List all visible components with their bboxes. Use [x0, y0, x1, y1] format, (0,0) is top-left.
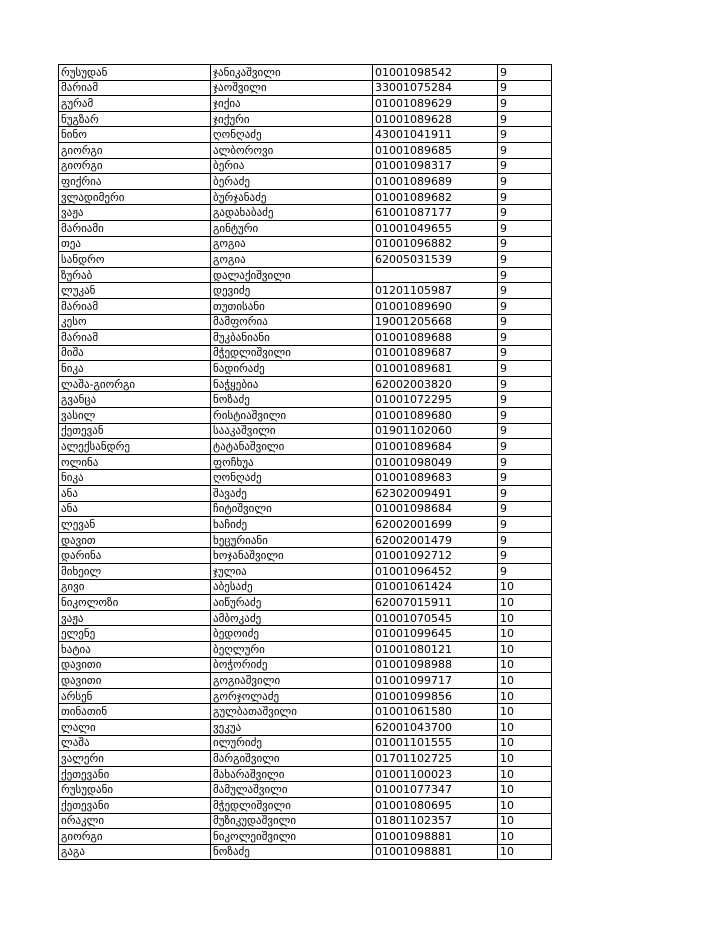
last-name-cell: ხეცურიანი [211, 532, 373, 548]
first-name-cell: ლევან [59, 517, 211, 533]
grade-cell: 9 [498, 142, 552, 158]
table-row [59, 704, 552, 720]
grade-cell: 10 [498, 782, 552, 798]
id-number-cell: 01001098542 [373, 65, 498, 81]
id-number-cell: 62007015911 [373, 595, 498, 611]
table-row [59, 579, 552, 595]
first-name-cell: ვლადიმერი [59, 189, 211, 205]
id-number-cell: 62002003820 [373, 376, 498, 392]
student-table [58, 64, 552, 860]
table-row [59, 80, 552, 96]
last-name-cell: ღონღაძე [211, 127, 373, 143]
last-name-cell: მჭედლიშვილი [211, 345, 373, 361]
last-name-cell: ნოზაძე [211, 844, 373, 860]
first-name-cell: ქეთევანი [59, 766, 211, 782]
last-name-cell: ამბოკაძე [211, 610, 373, 626]
id-number-cell: 01001080121 [373, 641, 498, 657]
id-number-cell: 01001098049 [373, 454, 498, 470]
grade-cell: 10 [498, 829, 552, 845]
id-number-cell: 01001089681 [373, 361, 498, 377]
first-name-cell: ვაჟა [59, 205, 211, 221]
table-row [59, 361, 552, 377]
first-name-cell: ალექსანდრე [59, 439, 211, 455]
last-name-cell: ღონღაძე [211, 470, 373, 486]
id-number-cell: 01001099645 [373, 626, 498, 642]
last-name-cell: ნიკოლეიშვილი [211, 829, 373, 845]
last-name-cell: აბესაძე [211, 579, 373, 595]
table-row [59, 454, 552, 470]
first-name-cell: გურამ [59, 96, 211, 112]
last-name-cell: ნადირაძე [211, 361, 373, 377]
table-row [59, 236, 552, 252]
grade-cell: 9 [498, 470, 552, 486]
grade-cell: 10 [498, 751, 552, 767]
student-table-body [59, 65, 552, 860]
first-name-cell: ანა [59, 486, 211, 502]
last-name-cell: მჭედლიშვილი [211, 797, 373, 813]
grade-cell: 10 [498, 626, 552, 642]
grade-cell: 10 [498, 688, 552, 704]
table-row [59, 283, 552, 299]
last-name-cell: ხაჩიძე [211, 517, 373, 533]
grade-cell: 9 [498, 330, 552, 346]
last-name-cell: ტატანაშვილი [211, 439, 373, 455]
table-row [59, 735, 552, 751]
id-number-cell: 01001089685 [373, 142, 498, 158]
first-name-cell: ანა [59, 501, 211, 517]
id-number-cell: 62002001699 [373, 517, 498, 533]
first-name-cell: მიხეილ [59, 564, 211, 580]
table-row [59, 548, 552, 564]
last-name-cell: ალბოროვი [211, 142, 373, 158]
id-number-cell: 01001101555 [373, 735, 498, 751]
id-number-cell: 01001089687 [373, 345, 498, 361]
table-row [59, 65, 552, 81]
table-row [59, 813, 552, 829]
grade-cell: 9 [498, 220, 552, 236]
grade-cell: 9 [498, 236, 552, 252]
first-name-cell: ნიკოლოზი [59, 595, 211, 611]
last-name-cell: ნაჭყებია [211, 376, 373, 392]
table-row [59, 517, 552, 533]
table-row [59, 532, 552, 548]
id-number-cell: 01001089682 [373, 189, 498, 205]
grade-cell: 9 [498, 532, 552, 548]
table-row [59, 127, 552, 143]
table-row [59, 564, 552, 580]
table-row [59, 408, 552, 424]
grade-cell: 9 [498, 65, 552, 81]
last-name-cell: გორჯოლაძე [211, 688, 373, 704]
id-number-cell: 01701102725 [373, 751, 498, 767]
table-row [59, 766, 552, 782]
id-number-cell: 01001100023 [373, 766, 498, 782]
grade-cell: 10 [498, 657, 552, 673]
first-name-cell: ნუგზარ [59, 111, 211, 127]
first-name-cell: დავითი [59, 657, 211, 673]
table-row [59, 142, 552, 158]
first-name-cell: გიორგი [59, 142, 211, 158]
table-row [59, 688, 552, 704]
last-name-cell: აიწურაძე [211, 595, 373, 611]
id-number-cell: 01001089628 [373, 111, 498, 127]
id-number-cell: 19001205668 [373, 314, 498, 330]
first-name-cell: რუსუდანი [59, 782, 211, 798]
table-row [59, 314, 552, 330]
first-name-cell: გვანცა [59, 392, 211, 408]
last-name-cell: მუზიკუდაშვილი [211, 813, 373, 829]
id-number-cell: 01001089689 [373, 174, 498, 190]
last-name-cell: ჯაოშვილი [211, 80, 373, 96]
first-name-cell: ნიკა [59, 470, 211, 486]
last-name-cell: ჩიტიშვილი [211, 501, 373, 517]
first-name-cell: ნინო [59, 127, 211, 143]
last-name-cell: გინტური [211, 220, 373, 236]
first-name-cell: დავითი [59, 673, 211, 689]
grade-cell: 10 [498, 579, 552, 595]
first-name-cell: ზურაბ [59, 267, 211, 283]
first-name-cell: ფიქრია [59, 174, 211, 190]
last-name-cell: დალაქიშვილი [211, 267, 373, 283]
id-number-cell: 01001092712 [373, 548, 498, 564]
id-number-cell: 01001098881 [373, 829, 498, 845]
id-number-cell: 01001098684 [373, 501, 498, 517]
grade-cell: 9 [498, 127, 552, 143]
id-number-cell: 01001098988 [373, 657, 498, 673]
id-number-cell: 01001049655 [373, 220, 498, 236]
id-number-cell: 01001089680 [373, 408, 498, 424]
table-row [59, 392, 552, 408]
table-row [59, 189, 552, 205]
id-number-cell: 01801102357 [373, 813, 498, 829]
grade-cell: 10 [498, 766, 552, 782]
table-row [59, 501, 552, 517]
last-name-cell: მახარაშვილი [211, 766, 373, 782]
last-name-cell: რისტიაშვილი [211, 408, 373, 424]
id-number-cell: 01001096882 [373, 236, 498, 252]
id-number-cell: 01001089629 [373, 96, 498, 112]
last-name-cell: ბერია [211, 158, 373, 174]
grade-cell: 9 [498, 298, 552, 314]
id-number-cell: 62005031539 [373, 252, 498, 268]
first-name-cell: ვალერი [59, 751, 211, 767]
grade-cell: 10 [498, 595, 552, 611]
first-name-cell: მიშა [59, 345, 211, 361]
grade-cell: 10 [498, 797, 552, 813]
table-row [59, 470, 552, 486]
grade-cell: 9 [498, 283, 552, 299]
grade-cell: 10 [498, 735, 552, 751]
id-number-cell: 01201105987 [373, 283, 498, 299]
table-row [59, 844, 552, 860]
first-name-cell: მარიამი [59, 220, 211, 236]
first-name-cell: თინათინ [59, 704, 211, 720]
first-name-cell: ქეთევანი [59, 797, 211, 813]
table-row [59, 782, 552, 798]
first-name-cell: ლუკან [59, 283, 211, 299]
grade-cell: 9 [498, 548, 552, 564]
grade-cell: 10 [498, 641, 552, 657]
last-name-cell: ფოჩხუა [211, 454, 373, 470]
table-row [59, 345, 552, 361]
table-row [59, 174, 552, 190]
grade-cell: 9 [498, 205, 552, 221]
id-number-cell: 62302009491 [373, 486, 498, 502]
table-row [59, 657, 552, 673]
id-number-cell: 43001041911 [373, 127, 498, 143]
last-name-cell: სააკაშვილი [211, 423, 373, 439]
table-row [59, 626, 552, 642]
table-row [59, 96, 552, 112]
id-number-cell: 01001099856 [373, 688, 498, 704]
grade-cell: 10 [498, 813, 552, 829]
grade-cell: 9 [498, 501, 552, 517]
first-name-cell: ხატია [59, 641, 211, 657]
last-name-cell: გულბათაშვილი [211, 704, 373, 720]
last-name-cell: ბეღლური [211, 641, 373, 657]
table-row [59, 220, 552, 236]
last-name-cell: გოგიაშვილი [211, 673, 373, 689]
last-name-cell: ბოჭორიძე [211, 657, 373, 673]
table-row [59, 719, 552, 735]
grade-cell: 9 [498, 376, 552, 392]
grade-cell: 9 [498, 314, 552, 330]
id-number-cell: 01001061580 [373, 704, 498, 720]
id-number-cell: 01001089688 [373, 330, 498, 346]
first-name-cell: გივი [59, 579, 211, 595]
id-number-cell: 01001072295 [373, 392, 498, 408]
last-name-cell: ვეკუა [211, 719, 373, 735]
last-name-cell: ბედოიძე [211, 626, 373, 642]
grade-cell: 9 [498, 454, 552, 470]
grade-cell: 10 [498, 704, 552, 720]
last-name-cell: დევიძე [211, 283, 373, 299]
first-name-cell: გაგა [59, 844, 211, 860]
first-name-cell: თეა [59, 236, 211, 252]
first-name-cell: ელენე [59, 626, 211, 642]
first-name-cell: არსენ [59, 688, 211, 704]
last-name-cell: თუთისანი [211, 298, 373, 314]
table-row [59, 111, 552, 127]
last-name-cell: გოგია [211, 236, 373, 252]
first-name-cell: სანდრო [59, 252, 211, 268]
grade-cell: 9 [498, 486, 552, 502]
last-name-cell: ბურჯანაძე [211, 189, 373, 205]
grade-cell: 9 [498, 439, 552, 455]
id-number-cell [373, 267, 498, 283]
last-name-cell: ილურიძე [211, 735, 373, 751]
first-name-cell: კესო [59, 314, 211, 330]
table-row [59, 423, 552, 439]
id-number-cell: 01001098317 [373, 158, 498, 174]
grade-cell: 9 [498, 267, 552, 283]
first-name-cell: ნიკა [59, 361, 211, 377]
id-number-cell: 01001099717 [373, 673, 498, 689]
first-name-cell: ოლინა [59, 454, 211, 470]
id-number-cell: 62001043700 [373, 719, 498, 735]
grade-cell: 9 [498, 174, 552, 190]
last-name-cell: მუკბანიანი [211, 330, 373, 346]
first-name-cell: გიორგი [59, 158, 211, 174]
id-number-cell: 01001070545 [373, 610, 498, 626]
id-number-cell: 01001098881 [373, 844, 498, 860]
grade-cell: 9 [498, 392, 552, 408]
last-name-cell: ჯიქია [211, 96, 373, 112]
first-name-cell: ლაშა [59, 735, 211, 751]
grade-cell: 9 [498, 408, 552, 424]
table-row [59, 267, 552, 283]
grade-cell: 9 [498, 80, 552, 96]
grade-cell: 9 [498, 252, 552, 268]
first-name-cell: ირაკლი [59, 813, 211, 829]
grade-cell: 10 [498, 844, 552, 860]
first-name-cell: დავით [59, 532, 211, 548]
table-row [59, 610, 552, 626]
table-row [59, 330, 552, 346]
id-number-cell: 01001061424 [373, 579, 498, 595]
id-number-cell: 01001089683 [373, 470, 498, 486]
grade-cell: 9 [498, 564, 552, 580]
first-name-cell: გიორგი [59, 829, 211, 845]
grade-cell: 9 [498, 111, 552, 127]
grade-cell: 9 [498, 158, 552, 174]
last-name-cell: ბერაძე [211, 174, 373, 190]
last-name-cell: მამფორია [211, 314, 373, 330]
grade-cell: 9 [498, 189, 552, 205]
first-name-cell: დარინა [59, 548, 211, 564]
last-name-cell: მამულაშვილი [211, 782, 373, 798]
first-name-cell: მარიამ [59, 298, 211, 314]
last-name-cell: მარგიშვილი [211, 751, 373, 767]
grade-cell: 9 [498, 345, 552, 361]
table-row [59, 486, 552, 502]
table-row [59, 252, 552, 268]
last-name-cell: შავაძე [211, 486, 373, 502]
table-row [59, 158, 552, 174]
id-number-cell: 01001096452 [373, 564, 498, 580]
last-name-cell: გოგია [211, 252, 373, 268]
first-name-cell: მარიამ [59, 330, 211, 346]
table-row [59, 376, 552, 392]
grade-cell: 9 [498, 361, 552, 377]
first-name-cell: ლალი [59, 719, 211, 735]
first-name-cell: ლაშა-გიორგი [59, 376, 211, 392]
first-name-cell: მარიამ [59, 80, 211, 96]
last-name-cell: ჯანიკაშვილი [211, 65, 373, 81]
table-row [59, 641, 552, 657]
table-row [59, 751, 552, 767]
id-number-cell: 33001075284 [373, 80, 498, 96]
table-row [59, 595, 552, 611]
id-number-cell: 62002001479 [373, 532, 498, 548]
grade-cell: 10 [498, 610, 552, 626]
grade-cell: 10 [498, 673, 552, 689]
table-row [59, 298, 552, 314]
table-row [59, 205, 552, 221]
last-name-cell: ჯიქური [211, 111, 373, 127]
id-number-cell: 01001077347 [373, 782, 498, 798]
id-number-cell: 01001089684 [373, 439, 498, 455]
grade-cell: 10 [498, 719, 552, 735]
last-name-cell: ხოჯანაშვილი [211, 548, 373, 564]
first-name-cell: ქეთევან [59, 423, 211, 439]
grade-cell: 9 [498, 423, 552, 439]
last-name-cell: გადახაბაძე [211, 205, 373, 221]
table-row [59, 439, 552, 455]
grade-cell: 9 [498, 517, 552, 533]
id-number-cell: 01901102060 [373, 423, 498, 439]
table-row [59, 829, 552, 845]
table-row [59, 797, 552, 813]
last-name-cell: ნოზაძე [211, 392, 373, 408]
id-number-cell: 01001080695 [373, 797, 498, 813]
first-name-cell: ვაჟა [59, 610, 211, 626]
table-row [59, 673, 552, 689]
grade-cell: 9 [498, 96, 552, 112]
last-name-cell: ჯულია [211, 564, 373, 580]
id-number-cell: 01001089690 [373, 298, 498, 314]
first-name-cell: ვასილ [59, 408, 211, 424]
id-number-cell: 61001087177 [373, 205, 498, 221]
first-name-cell: რუსუდან [59, 65, 211, 81]
